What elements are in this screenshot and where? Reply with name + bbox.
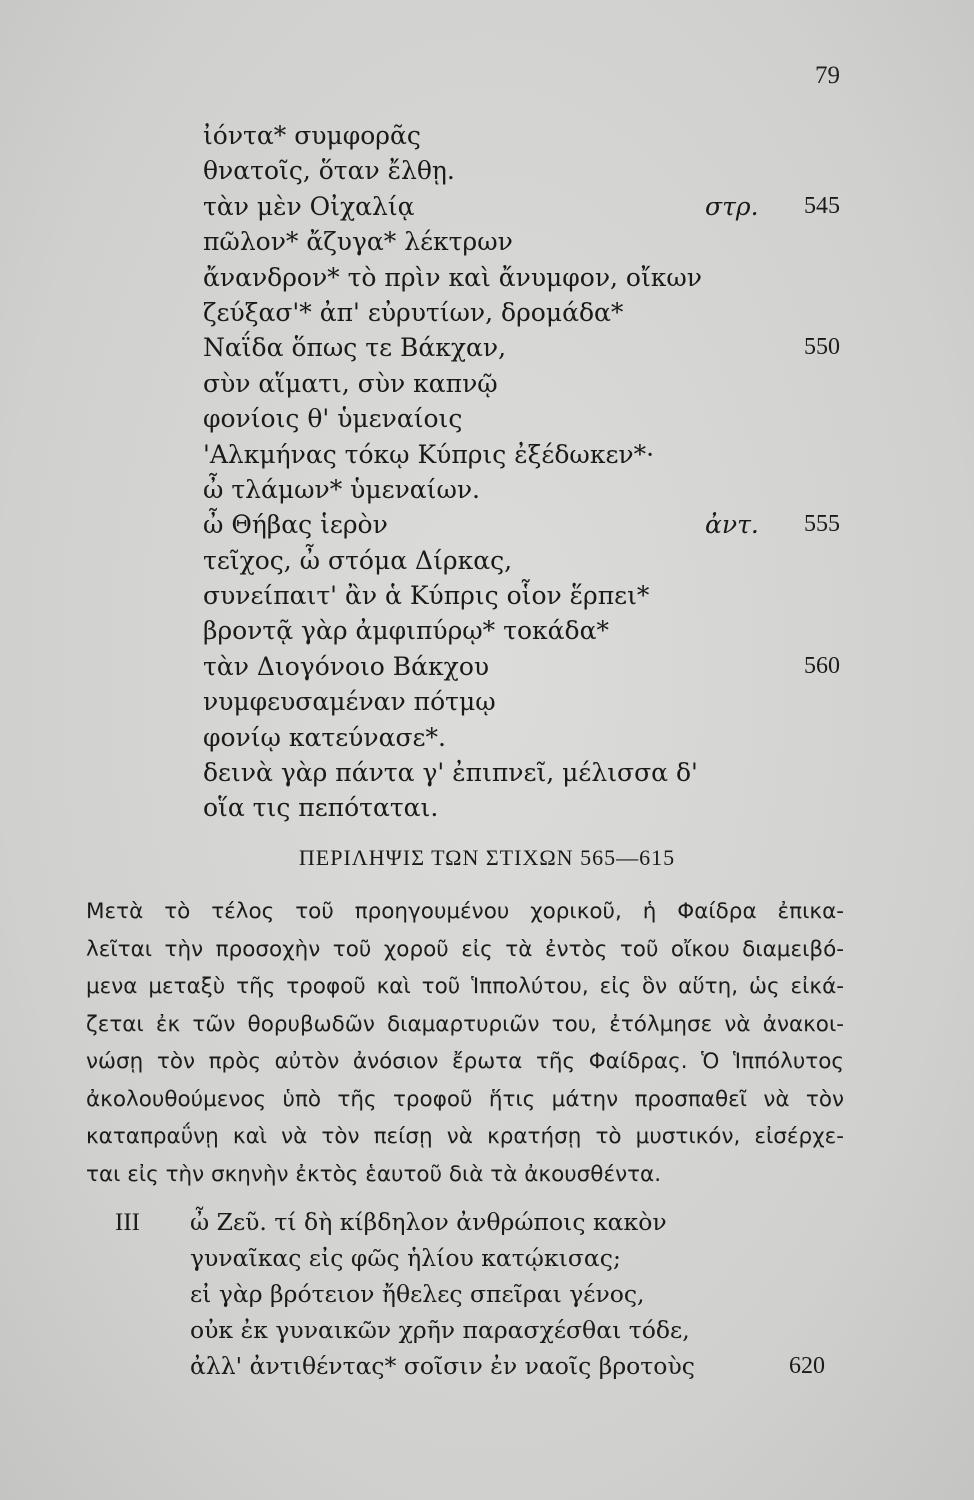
- verse-text: νυμφευσαμέναν πότμῳ: [203, 687, 496, 717]
- verse-text: συνείπαιτ' ἂν ἁ Κύπρις οἷον ἕρπει*: [203, 581, 650, 611]
- verse-text: βροντᾷ γὰρ ἀμφιπύρῳ* τοκάδα*: [203, 616, 609, 646]
- verse-line: [0, 366, 974, 401]
- verse-line: [0, 649, 974, 684]
- verse-line: [0, 684, 974, 719]
- verse-text: τὰν Διογόνοιο Βάκχου: [203, 651, 490, 681]
- verse-text: γυναῖκας εἰς φῶς ἡλίου κατῴκισας;: [190, 1244, 621, 1272]
- verse-text: ὦ τλάμων* ὑμεναίων.: [203, 474, 480, 504]
- line-number: 550: [804, 334, 840, 361]
- verse-line: [0, 472, 974, 507]
- verse-line: [0, 1205, 974, 1241]
- section-heading: ΠΕΡΙΛΗΨΙΣ ΤΩΝ ΣΤΙΧΩΝ 565—615: [298, 845, 676, 870]
- line-number: 555: [804, 511, 840, 538]
- verse-text: θνατοῖς, ὅταν ἔλθῃ.: [203, 156, 455, 186]
- verse-text: σὺν αἵματι, σὺν καπνῷ: [203, 368, 498, 398]
- summary-line: νώσῃ τὸν πρὸς αὐτὸν ἀνόσιον ἔρωτα τῆς Φαίδρας. Ὁ Ἱππόλυτος: [86, 1049, 844, 1074]
- verse-line: [0, 755, 974, 790]
- verse-line: [0, 1313, 974, 1349]
- verse-line: [0, 543, 974, 578]
- verse-line: [0, 1241, 974, 1277]
- verse-line: [0, 401, 974, 436]
- verse-text: ὦ Ζεῦ. τί δὴ κίβδηλον ἀνθρώποις κακὸν: [190, 1208, 667, 1236]
- verse-text: ζεύξασ'* ἀπ' εὐρυτίων, δρομάδα*: [203, 297, 624, 327]
- verse-text: οἵα τις πεπόταται.: [203, 793, 439, 823]
- verse-text: ἰόντα* συμφορᾶς: [203, 121, 421, 150]
- summary-line: ζεται ἐκ τῶν θορυβωδῶν διαμαρτυριῶν του, ἐτόλμησε νὰ ἀνακοι-: [86, 1011, 844, 1037]
- verse-line: [0, 153, 974, 188]
- verse-text: Ναΐδα ὅπως τε Βάκχαν,: [203, 333, 507, 363]
- strophe-marker: στρ.: [705, 191, 759, 221]
- verse-text: 'Αλκμήνας τόκῳ Κύπρις ἐξέδωκεν*·: [203, 439, 655, 469]
- verse-line: [0, 613, 974, 648]
- summary-paragraph: [86, 893, 844, 1193]
- line-number: 545: [804, 192, 840, 219]
- summary-line: ἀκολουθούμενος ὑπὸ τῆς τροφοῦ ἥτις μάτην προσπαθεῖ νὰ τὸν: [86, 1086, 844, 1112]
- summary-line: μενα μεταξὺ τῆς τροφοῦ καὶ τοῦ Ἱππολύτου, εἰς ὃν αὕτη, ὡς εἰκά-: [86, 974, 844, 999]
- verse-line: [0, 437, 974, 472]
- verse-text: εἰ γὰρ βρότειον ἤθελες σπεῖραι γένος,: [190, 1280, 645, 1308]
- verse-line: [0, 330, 974, 365]
- verse-line: [0, 189, 974, 224]
- verse-line: [0, 295, 974, 330]
- verse-text: οὐκ ἐκ γυναικῶν χρῆν παρασχέσθαι τόδε,: [190, 1316, 690, 1344]
- summary-line: καταπραΰνῃ καὶ νὰ τὸν πείσῃ νὰ κρατήσῃ τὸ μυστικόν, εἰσέρχε-: [86, 1124, 844, 1149]
- verse-text: τεῖχος, ὦ στόμα Δίρκας,: [203, 545, 513, 575]
- verse-line: [0, 578, 974, 613]
- line-number: 560: [804, 652, 840, 679]
- verse-line: [0, 118, 974, 153]
- verse-text: πῶλον* ἄζυγα* λέκτρων: [203, 227, 513, 257]
- verse-line: [0, 507, 974, 542]
- verse-text: ἀλλ' ἀντιθέντας* σοῖσιν ἐν ναοῖς βροτοὺς: [190, 1352, 695, 1380]
- verse-line: [0, 720, 974, 755]
- verse-text: δεινὰ γὰρ πάντα γ' ἐπιπνεῖ, μέλισσα δ': [203, 758, 698, 788]
- verse-line: [0, 224, 974, 259]
- summary-line: ται εἰς τὴν σκηνὴν ἐκτὸς ἑαυτοῦ διὰ τὰ ἀκουσθέντα.: [86, 1161, 662, 1187]
- verse-line: [0, 1277, 974, 1313]
- verse-text: τὰν μὲν Οἰχαλίᾳ: [203, 191, 415, 221]
- verse-text: ὦ Θήβας ἱερὸν: [203, 510, 388, 540]
- choral-verse-block: [0, 118, 974, 826]
- verse-line: [0, 260, 974, 295]
- line-number: 620: [789, 1353, 825, 1379]
- verse-text: φονίοις θ' ὑμεναίοις: [203, 404, 463, 434]
- page-number: 79: [815, 62, 840, 89]
- dialogue-verse-block: [0, 1205, 974, 1385]
- summary-line: λεῖται τὴν προσοχὴν τοῦ χοροῦ εἰς τὰ ἐντὸς τοῦ οἴκου διαμειβό-: [86, 936, 844, 962]
- verse-line: [0, 1349, 974, 1385]
- strophe-marker: ἀντ.: [705, 510, 759, 540]
- verse-line: [0, 790, 974, 825]
- verse-text: ἄνανδρον* τὸ πρὶν καὶ ἄνυμφον, οἴκων: [203, 262, 702, 292]
- summary-line: Μετὰ τὸ τέλος τοῦ προηγουμένου χορικοῦ, ἡ Φαίδρα ἐπικα-: [86, 899, 844, 924]
- section-numeral: III: [115, 1209, 140, 1236]
- verse-text: φονίῳ κατεύνασε*.: [203, 722, 446, 752]
